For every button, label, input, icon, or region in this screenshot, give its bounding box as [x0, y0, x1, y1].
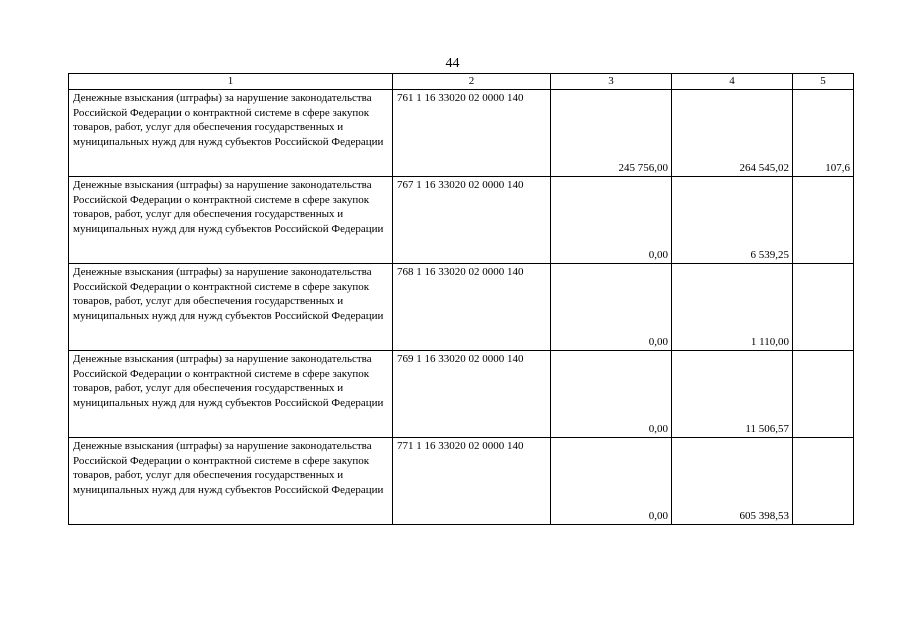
- row-col3-value: 0,00: [551, 264, 672, 351]
- header-col-3: 3: [551, 74, 672, 90]
- row-name: Денежные взыскания (штрафы) за нарушение законодательства Российской Федерации о контрактной системе в сфере закупок товаров, работ, услуг для обеспечения государственных и муниципальных нужд для нужд субъектов Российской Федерации: [69, 90, 393, 177]
- row-col4-value: 1 110,00: [672, 264, 793, 351]
- row-col5-value: [793, 438, 854, 525]
- row-col3-value: 0,00: [551, 177, 672, 264]
- table-row: [69, 351, 854, 438]
- table-body: [69, 90, 854, 525]
- table-row: [69, 264, 854, 351]
- row-col3-value: 0,00: [551, 438, 672, 525]
- row-name: Денежные взыскания (штрафы) за нарушение законодательства Российской Федерации о контрактной системе в сфере закупок товаров, работ, услуг для обеспечения государственных и муниципальных нужд для нужд субъектов Российской Федерации: [69, 264, 393, 351]
- row-col4-value: 11 506,57: [672, 351, 793, 438]
- row-col5-value: [793, 264, 854, 351]
- row-code: 771 1 16 33020 02 0000 140: [393, 438, 551, 525]
- row-col3-value: 0,00: [551, 351, 672, 438]
- row-name: Денежные взыскания (штрафы) за нарушение законодательства Российской Федерации о контрактной системе в сфере закупок товаров, работ, услуг для обеспечения государственных и муниципальных нужд для нужд субъектов Российской Федерации: [69, 177, 393, 264]
- row-col3-value: 245 756,00: [551, 90, 672, 177]
- row-col5-value: 107,6: [793, 90, 854, 177]
- header-col-4: 4: [672, 74, 793, 90]
- row-col4-value: 605 398,53: [672, 438, 793, 525]
- row-name: Денежные взыскания (штрафы) за нарушение законодательства Российской Федерации о контрактной системе в сфере закупок товаров, работ, услуг для обеспечения государственных и муниципальных нужд для нужд субъектов Российской Федерации: [69, 438, 393, 525]
- header-col-5: 5: [793, 74, 854, 90]
- table-header: [69, 74, 854, 90]
- table-row: [69, 438, 854, 525]
- row-code: 761 1 16 33020 02 0000 140: [393, 90, 551, 177]
- row-col4-value: 264 545,02: [672, 90, 793, 177]
- header-row: [69, 74, 854, 90]
- row-col4-value: 6 539,25: [672, 177, 793, 264]
- row-col5-value: [793, 177, 854, 264]
- header-col-1: 1: [69, 74, 393, 90]
- table-row: [69, 90, 854, 177]
- table-row: [69, 177, 854, 264]
- row-code: 769 1 16 33020 02 0000 140: [393, 351, 551, 438]
- row-col5-value: [793, 351, 854, 438]
- budget-table: [68, 73, 854, 525]
- header-col-2: 2: [393, 74, 551, 90]
- row-code: 767 1 16 33020 02 0000 140: [393, 177, 551, 264]
- row-name: Денежные взыскания (штрафы) за нарушение законодательства Российской Федерации о контрактной системе в сфере закупок товаров, работ, услуг для обеспечения государственных и муниципальных нужд для нужд субъектов Российской Федерации: [69, 351, 393, 438]
- row-code: 768 1 16 33020 02 0000 140: [393, 264, 551, 351]
- page-number: 44: [445, 56, 460, 71]
